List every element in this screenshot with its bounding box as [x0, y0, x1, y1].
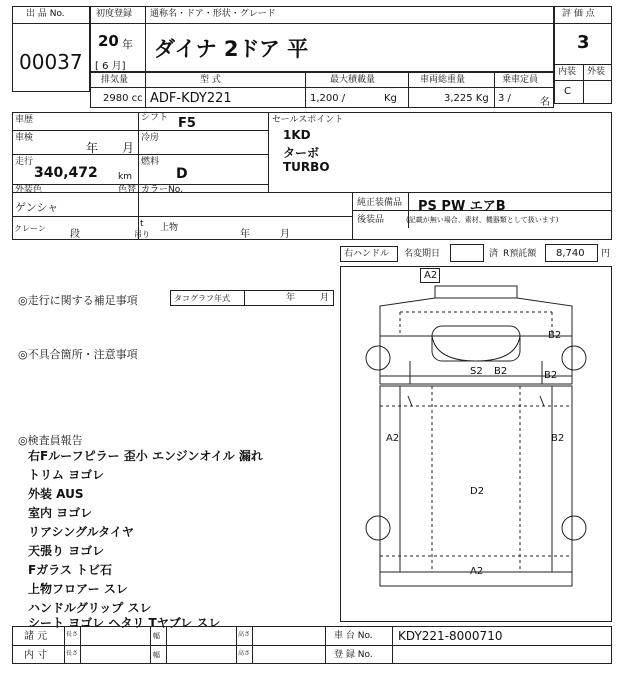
inspector-line: リアシングルタイヤ [28, 525, 134, 539]
interior-grade-label: 内装 [558, 67, 577, 77]
footer-interior-label: 内 寸 [24, 650, 48, 661]
sales-points-label: セールスポイント [272, 115, 344, 125]
equipment-label: 純正装備品 [357, 198, 403, 208]
sales-point-3: TURBO [283, 160, 330, 174]
vehicle-name: ダイナ 2ドア 平 [154, 37, 309, 61]
crane-t: t [140, 219, 144, 229]
color-no-label: カラーNo. [141, 185, 183, 195]
inspection-month: 月 [122, 141, 135, 155]
inspector-line: 外装 AUS [28, 487, 84, 501]
length-label-2: 長さ [66, 650, 79, 657]
grade-label: 評 価 点 [562, 9, 595, 19]
damage-mark: B2 [548, 330, 562, 341]
damage-mark: A2 [424, 270, 438, 281]
model-label: 型 式 [200, 75, 221, 85]
capacity: 3 / [498, 93, 511, 104]
gross-weight: 3,225 Kg [444, 93, 489, 104]
fuel-label: 燃料 [141, 157, 160, 167]
lift-month: 月 [280, 229, 290, 240]
mileage-unit: km [118, 172, 132, 182]
inspector-line: ハンドルグリップ スレ [28, 601, 152, 615]
recycle-prefix: 済 [489, 249, 499, 259]
first-reg-label: 初度登録 [96, 9, 133, 19]
model-code: ADF-KDY221 [150, 91, 232, 106]
damage-mark: D2 [470, 486, 485, 497]
lot-no-label: 出 品 No. [26, 9, 65, 19]
max-load-label: 最大積載量 [330, 75, 376, 85]
recycle-amount: 8,740 [556, 248, 585, 259]
damage-mark: A2 [386, 433, 400, 444]
chassis-no: KDY221-8000710 [398, 629, 503, 643]
inspector-line: 上物フロアー スレ [28, 582, 128, 596]
height-label-2: 高さ [238, 650, 251, 657]
handle-value: 右ハンドル [344, 249, 390, 259]
width-label-2: 幅 [153, 651, 160, 659]
sales-point-1: 1KD [283, 128, 311, 142]
inspector-line: 右Fルーフピラー 歪小 エンジンオイル 漏れ [28, 449, 263, 463]
grade-value: 3 [577, 32, 590, 53]
exterior-color-label: 外装色 [15, 185, 43, 195]
recycle-label: R預託額 [503, 249, 537, 259]
displacement: 2980 cc [103, 93, 143, 104]
fuel-value: D [176, 166, 188, 182]
crane-stage: 段 [70, 229, 80, 240]
lift-label: 上物 [160, 223, 179, 233]
exterior-color: ゲンシャ [15, 201, 59, 214]
reg-no-label: 登 録 No. [334, 650, 373, 660]
height-label-1: 高さ [238, 631, 251, 638]
driving-notes-label: ◎走行に関する補足事項 [18, 294, 138, 307]
inspector-line: シート ヨゴレ ヘタリ Tヤブレ スレ [28, 616, 221, 630]
color-change-label: 色替 [118, 185, 137, 195]
defects-label: ◎不具合箇所・注意事項 [18, 348, 138, 361]
shift-label: シフト [141, 113, 169, 123]
damage-mark: B2 [551, 433, 565, 444]
length-label-1: 長さ [66, 631, 79, 638]
inspection-year: 年 [86, 141, 99, 155]
name-change-label: 名変期日 [404, 249, 441, 259]
inspector-line: トリム ヨゴレ [28, 468, 105, 482]
capacity-label: 乗車定員 [502, 75, 539, 85]
crane-label: クレーン [14, 224, 46, 233]
lift-year: 年 [240, 229, 250, 240]
tachograph-month: 月 [320, 293, 330, 303]
yen-label: 円 [601, 249, 611, 259]
ac-label: 冷房 [141, 133, 160, 143]
reg-year: 20 [98, 32, 119, 50]
footer-specs-label: 諸 元 [24, 631, 48, 642]
inspector-line: 室内 ヨゴレ [28, 506, 93, 520]
reg-month: [ 6 月] [95, 61, 126, 72]
chassis-label: 車 台 No. [334, 631, 373, 641]
tachograph-label: タコグラフ年式 [174, 294, 230, 303]
damage-mark: B2 [494, 366, 508, 377]
inspector-line: Fガラス トビ石 [28, 563, 113, 577]
equipment-value: PS PW エアB [418, 199, 506, 214]
mileage-label: 走行 [15, 157, 34, 167]
crane-lift: 吊り [134, 230, 150, 239]
interior-grade: C [564, 86, 571, 97]
reg-year-unit: 年 [122, 38, 133, 51]
damage-mark: B2 [544, 370, 558, 381]
displacement-label: 排気量 [101, 75, 129, 85]
max-load: 1,200 / [310, 93, 346, 104]
capacity-unit: 名 [540, 97, 550, 108]
mileage-value: 340,472 [34, 165, 98, 181]
name-change-box [450, 244, 484, 262]
damage-mark: A2 [470, 566, 484, 577]
tachograph-year: 年 [286, 293, 296, 303]
inspector-line: 天張り ヨゴレ [28, 544, 105, 558]
model-title-label: 通称名・ドア・形状・グレード [150, 9, 276, 19]
exterior-grade-label: 外装 [587, 67, 606, 77]
lot-no: 00037 [19, 50, 83, 74]
aftermarket-note: (記載が無い場合、素材、機器類として扱います) [406, 216, 559, 224]
shift-value: F5 [178, 116, 196, 131]
width-label-1: 幅 [153, 632, 160, 640]
damage-mark: S2 [470, 366, 483, 377]
sales-point-2: ターボ [283, 146, 320, 160]
max-load-unit: Kg [384, 93, 397, 104]
aftermarket-label: 後装品 [357, 215, 385, 225]
inspection-label: 車検 [15, 133, 34, 143]
history-label: 車歴 [15, 115, 34, 125]
inspector-label: ◎検査員報告 [18, 434, 83, 447]
gross-weight-label: 車両総重量 [420, 75, 466, 85]
